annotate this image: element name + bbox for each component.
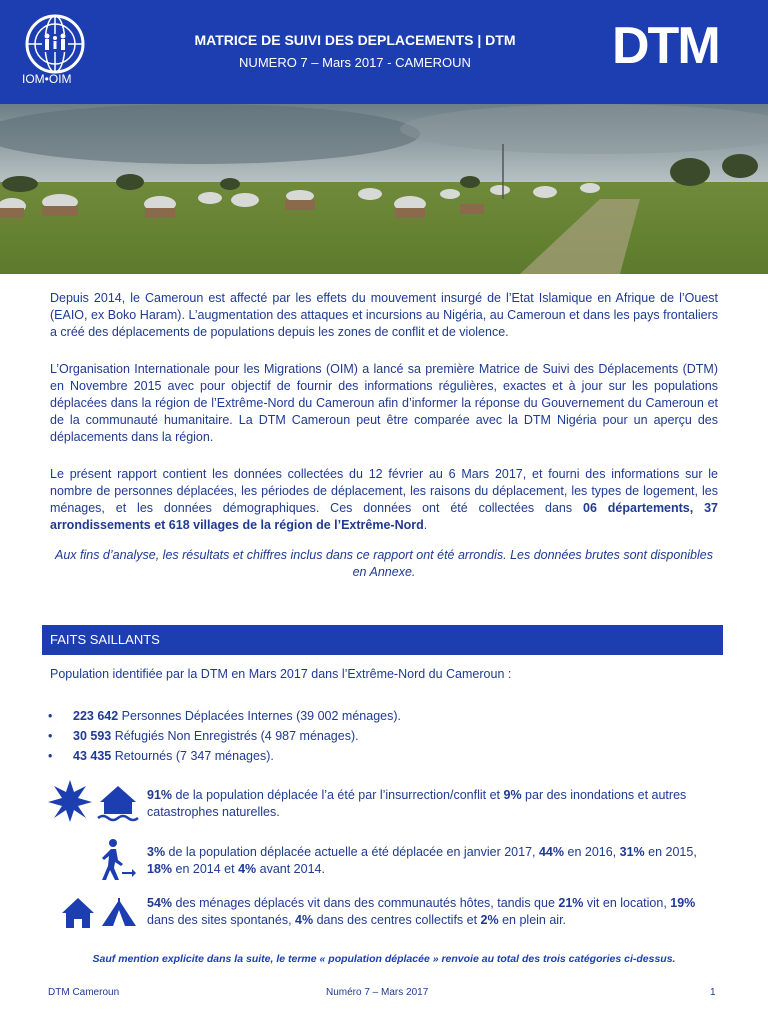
list-item [48, 746, 401, 766]
report-subtitle: NUMERO 7 – Mars 2017 - CAMEROUN [239, 55, 471, 70]
fact-value: 21% [558, 896, 584, 910]
footer-left: DTM Cameroun [48, 987, 120, 998]
displacement-cause-fact [147, 787, 722, 821]
footer-center: Numéro 7 – Mars 2017 [326, 987, 429, 998]
fact-value: 2% [480, 913, 499, 927]
fact-text: en 2016, [564, 845, 620, 859]
p3-text: Le présent rapport contient les données collectées du 12 février au 6 Mars 2017, et fourni des informations sur le nombre de personnes déplacées, les périodes de déplacement, les raisons du déplacement, les types de logement, les ménages, et les données démographiques. Ces données ont été collectées dans [50, 467, 718, 515]
intro-paragraph-3 [50, 466, 718, 534]
fact-value: 54% [147, 896, 173, 910]
report-title: MATRICE DE SUIVI DES DEPLACEMENTS | DTM [194, 32, 516, 48]
dtm-logo: DTM [612, 17, 719, 75]
bullet-icon: • [48, 709, 53, 723]
list-item [48, 726, 401, 746]
p3-highlight: 06 départements, 37 arrondissements et 618 villages de la région de l’Extrême-Nord [50, 501, 718, 532]
page-number: 1 [710, 987, 716, 998]
population-intro: Population identifiée par la DTM en Mars 2017 dans l’Extrême-Nord du Cameroun : [50, 667, 512, 681]
house-icon [60, 895, 96, 931]
population-bullet-list [48, 706, 401, 766]
idp-count: 223 642 [73, 709, 119, 723]
fact-value: 31% [619, 845, 645, 859]
displacement-camp-photo [0, 104, 768, 274]
tent-icon [100, 896, 138, 932]
walking-person-icon [96, 838, 136, 882]
fact-text: avant 2014. [256, 862, 325, 876]
fact-value: 18% [147, 862, 173, 876]
header-banner [0, 0, 768, 104]
fact-value: 44% [538, 845, 565, 859]
definition-footnote: Sauf mention explicite dans la suite, le terme « population déplacée » renvoie au total des trois catégories ci-dessus. [92, 953, 676, 965]
p3-end: . [423, 518, 428, 532]
refugee-count: 30 593 [73, 729, 112, 743]
fact-value: 9% [503, 788, 522, 802]
intro-paragraph-2: L’Organisation Internationale pour les Migrations (OIM) a lancé sa première Matrice de Suivi des Déplacements (DTM) en Novembre 2015 avec pour objectif de fournir des informations régulières, exactes et à jour sur les populations déplacées dans la région de l’Extrême-Nord du Cameroun afin d’informer la réponse du Gouvernement du Cameroun et de la communauté humanitaire. La DTM Cameroun peut être comparée avec la DTM Nigéria pour un aperçu des déplacements dans la région. [50, 362, 718, 444]
fact-value: 4% [238, 862, 257, 876]
bullet-icon: • [48, 729, 53, 743]
list-item [48, 706, 401, 726]
displacement-period-fact [147, 844, 722, 878]
iom-logo-text: IOM•OIM [22, 72, 72, 86]
fact-text: en plein air. [498, 913, 567, 927]
fact-value: 3% [147, 845, 166, 859]
idp-label: Personnes Déplacées Internes (39 002 ménages). [118, 709, 401, 723]
fact-value: 91% [147, 788, 173, 802]
flood-house-icon [96, 782, 140, 824]
fact-value: 19% [670, 896, 696, 910]
section-header-faits-saillants [42, 625, 723, 655]
returnee-label: Retournés (7 347 ménages). [111, 749, 274, 763]
fact-text: en 2015, [644, 845, 697, 859]
fact-text: de la population déplacée actuelle a été déplacée en janvier 2017, [165, 845, 539, 859]
fact-value: 4% [295, 913, 314, 927]
refugee-label: Réfugiés Non Enregistrés (4 987 ménages). [111, 729, 359, 743]
rounding-note: Aux fins d’analyse, les résultats et chiffres inclus dans ce rapport ont été arrondis. Les données brutes sont disponibles en Annexe. [54, 548, 713, 579]
fact-text: vit en location, [583, 896, 671, 910]
fact-text: dans des centres collectifs et [313, 913, 481, 927]
shelter-type-fact [147, 895, 722, 929]
fact-text: de la population déplacée l’a été par l’insurrection/conflit et [172, 788, 504, 802]
bullet-icon: • [48, 749, 53, 763]
fact-text: par des inondations et autres catastrophes naturelles. [147, 788, 687, 819]
fact-text: des ménages déplacés vit dans des communautés hôtes, tandis que [172, 896, 559, 910]
fact-text: en 2014 et [172, 862, 239, 876]
explosion-icon [44, 776, 96, 824]
returnee-count: 43 435 [73, 749, 112, 763]
section-title: FAITS SAILLANTS [50, 632, 160, 647]
intro-paragraph-1: Depuis 2014, le Cameroun est affecté par les effets du mouvement insurgé de l’Etat Islamique en Afrique de l’Ouest (EAIO, ex Boko Haram). L’augmentation des attaques et incursions au Nigéria, au Cameroun et dans les pays frontaliers a créé des déplacements de populations depuis les zones de conflit et de violence. [50, 291, 718, 339]
fact-text: dans des sites spontanés, [147, 913, 296, 927]
